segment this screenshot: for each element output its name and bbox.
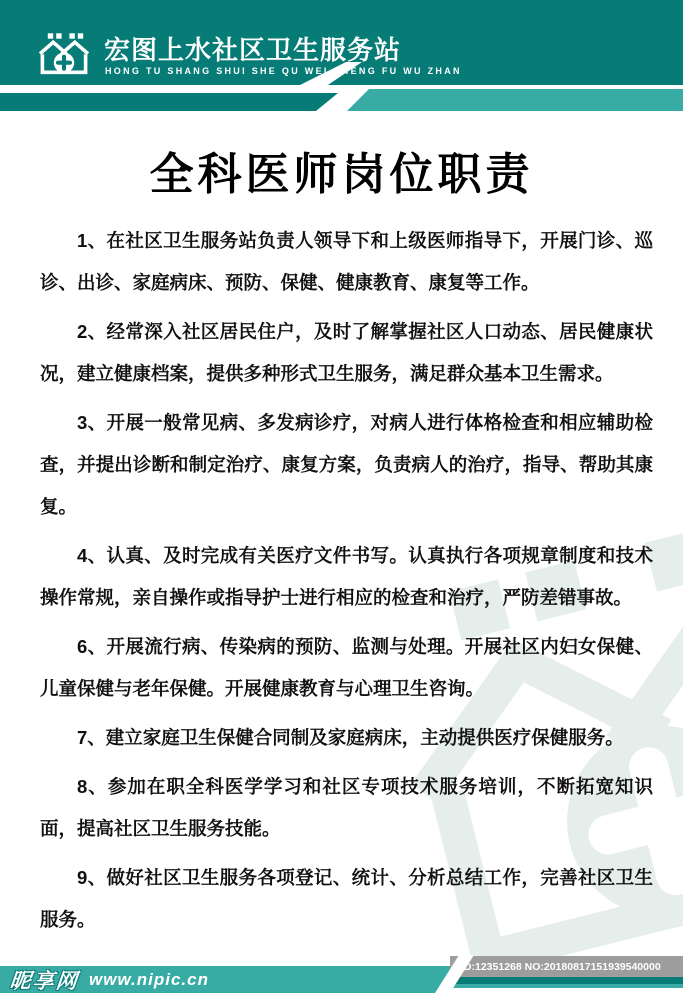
nipic-url: www.nipic.cn <box>89 969 209 989</box>
duty-paragraph <box>40 402 653 528</box>
duties-list <box>40 220 653 941</box>
duty-text: 开展流行病、传染病的预防、监测与处理。开展社区内妇女保健、儿童保健与老年保健。开展健康教育与心理卫生咨询。 <box>40 636 653 699</box>
nipic-logo: 昵享网 <box>8 969 81 993</box>
org-pinyin: HONG TU SHANG SHUI SHE QU WEI SHENG FU WU ZHAN <box>105 66 462 76</box>
duty-text: 建立家庭卫生保健合同制及家庭病床，主动提供医疗保健服务。 <box>105 727 624 748</box>
duty-text: 在社区卫生服务站负责人领导下和上级医师指导下，开展门诊、巡诊、出诊、家庭病床、预防、保健、健康教育、康复等工作。 <box>40 230 653 293</box>
duty-number: 1、 <box>77 230 107 251</box>
page-title: 全科医师岗位职责 <box>149 150 534 199</box>
duty-text: 认真、及时完成有关医疗文件书写。认真执行各项规章制度和技术操作常规，亲自操作或指导护士进行相应的检查和治疗，严防差错事故。 <box>40 545 653 608</box>
duty-text: 开展一般常见病、多发病诊疗，对病人进行体格检查和相应辅助检查，并提出诊断和制定治疗、康复方案，负责病人的治疗，指导、帮助其康复。 <box>40 412 653 517</box>
duty-paragraph <box>40 535 653 619</box>
duty-paragraph <box>40 766 653 850</box>
duty-number: 8、 <box>77 776 108 797</box>
duty-number: 9、 <box>77 867 107 888</box>
clinic-logo-icon <box>34 27 94 84</box>
org-name: 宏图上水社区卫生服务站 <box>104 35 402 65</box>
duty-text: 经常深入社区居民住户，及时了解掌握社区人口动态、居民健康状况，建立健康档案，提供多种形式卫生服务，满足群众基本卫生需求。 <box>40 321 653 384</box>
duty-number: 7、 <box>77 727 106 748</box>
duty-paragraph <box>40 626 653 710</box>
duty-paragraph <box>40 717 653 759</box>
image-id-label: ID:12351268 NO:20180817151939540000 <box>461 961 661 973</box>
duty-number: 6、 <box>77 636 107 657</box>
duty-number: 3、 <box>77 412 107 433</box>
duty-paragraph <box>40 220 653 304</box>
footer-watermark <box>10 966 209 993</box>
duty-text: 参加在职全科医学学习和社区专项技术服务培训，不断拓宽知识面，提高社区卫生服务技能。 <box>40 776 653 839</box>
duty-paragraph <box>40 311 653 395</box>
duty-number: 2、 <box>77 321 107 342</box>
document-body <box>0 112 683 948</box>
duty-number: 4、 <box>77 545 107 566</box>
duty-paragraph <box>40 857 653 941</box>
duty-text: 做好社区卫生服务各项登记、统计、分析总结工作，完善社区卫生服务。 <box>40 867 653 930</box>
